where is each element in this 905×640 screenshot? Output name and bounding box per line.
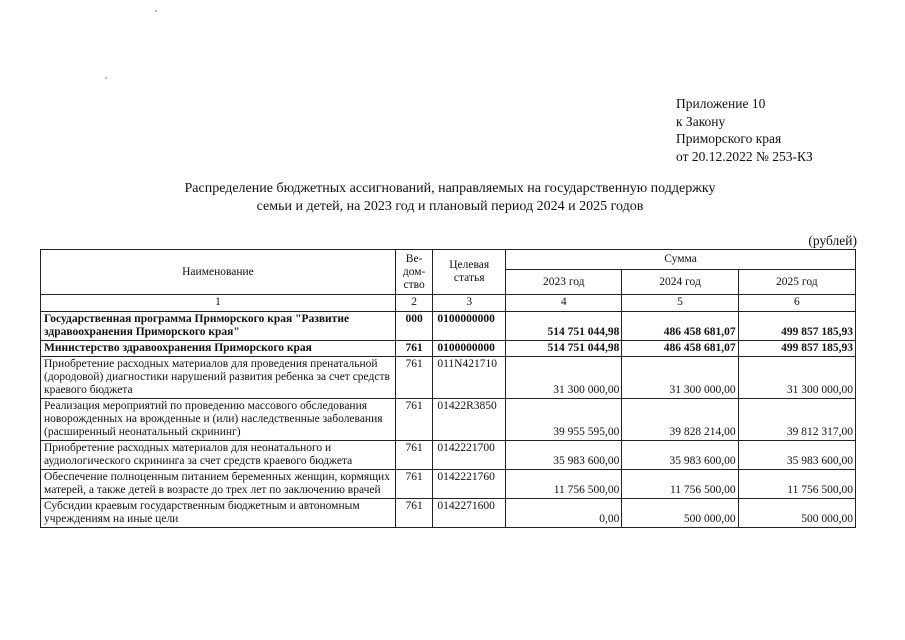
row-amount-2023: 35 983 600,00 (506, 441, 622, 470)
column-number: 5 (622, 295, 738, 312)
table-row (41, 470, 856, 499)
row-amount-2024: 39 828 214,00 (622, 399, 738, 441)
row-amount-2024: 35 983 600,00 (622, 441, 738, 470)
appendix-line: Приложение 10 (676, 96, 766, 111)
row-amount-2023: 0,00 (506, 499, 622, 528)
row-target: 01422R3850 (433, 399, 506, 441)
scan-speck (105, 77, 107, 79)
header-sum: Сумма (506, 250, 856, 270)
row-amount-2023: 39 955 595,00 (506, 399, 622, 441)
table-row (41, 399, 856, 441)
row-target: 0142221700 (433, 441, 506, 470)
row-amount-2024: 500 000,00 (622, 499, 738, 528)
row-amount-2025: 35 983 600,00 (738, 441, 855, 470)
row-ved: 761 (395, 470, 432, 499)
row-amount-2023: 514 751 044,98 (506, 341, 622, 357)
row-ved: 761 (395, 441, 432, 470)
row-amount-2023: 31 300 000,00 (506, 357, 622, 399)
row-name: Субсидии краевым государственным бюджетным и автономным учреждениям на иные цели (41, 499, 396, 528)
header-2025: 2025 год (738, 270, 855, 295)
unit-label: (рублей) (808, 233, 857, 248)
row-amount-2023: 11 756 500,00 (506, 470, 622, 499)
table-row (41, 499, 856, 528)
row-amount-2025: 39 812 317,00 (738, 399, 855, 441)
row-ved: 761 (395, 499, 432, 528)
row-amount-2023: 514 751 044,98 (506, 312, 622, 341)
row-ved: 761 (395, 357, 432, 399)
row-amount-2025: 31 300 000,00 (738, 357, 855, 399)
row-amount-2025: 11 756 500,00 (738, 470, 855, 499)
header-name: Наименование (41, 250, 396, 295)
row-target: 011N421710 (433, 357, 506, 399)
column-number-row (41, 295, 856, 312)
column-number: 4 (506, 295, 622, 312)
row-name: Приобретение расходных материалов для проведения пренатальной (дородовой) диагностики нарушений развития ребенка за счет средств краевого бюджета (41, 357, 396, 399)
scan-speck (155, 10, 157, 12)
row-amount-2024: 11 756 500,00 (622, 470, 738, 499)
row-target: 0100000000 (433, 341, 506, 357)
row-name: Государственная программа Приморского края "Развитие здравоохранения Приморского края" (41, 312, 396, 341)
header-target: Целевая статья (433, 250, 506, 295)
row-target: 0142271600 (433, 499, 506, 528)
row-amount-2024: 486 458 681,07 (622, 312, 738, 341)
title-line: семьи и детей, на 2023 год и плановый период 2024 и 2025 годов (256, 199, 644, 214)
table-row (41, 312, 856, 341)
row-amount-2025: 499 857 185,93 (738, 312, 855, 341)
header-2024: 2024 год (622, 270, 738, 295)
appendix-line: Приморского края (676, 131, 782, 146)
row-amount-2025: 499 857 185,93 (738, 341, 855, 357)
table-row (41, 441, 856, 470)
row-name: Приобретение расходных материалов для неонатального и аудиологического скрининга за счет средств краевого бюджета (41, 441, 396, 470)
row-amount-2024: 486 458 681,07 (622, 341, 738, 357)
row-ved: 761 (395, 399, 432, 441)
title-line: Распределение бюджетных ассигнований, направляемых на государственную поддержку (184, 181, 716, 196)
appendix-line: к Закону (676, 113, 726, 129)
header-2023: 2023 год (506, 270, 622, 295)
document-title (150, 180, 750, 216)
row-ved: 000 (395, 312, 432, 341)
row-target: 0142221760 (433, 470, 506, 499)
row-amount-2025: 500 000,00 (738, 499, 855, 528)
row-name: Министерство здравоохранения Приморского края (41, 341, 396, 357)
column-number: 6 (738, 295, 855, 312)
row-ved: 761 (395, 341, 432, 357)
row-name: Реализация мероприятий по проведению массового обследования новорожденных на врожденные и (или) наследственные заболевания (расширенный неонатальный скрининг) (41, 399, 396, 441)
row-name: Обеспечение полноценным питанием беременных женщин, кормящих матерей, а также детей в возрасте до трех лет по заключению врачей (41, 470, 396, 499)
table-row (41, 357, 856, 399)
table-row (41, 341, 856, 357)
column-number: 3 (433, 295, 506, 312)
appendix-block (676, 95, 813, 165)
appendix-line: от 20.12.2022 № 253-КЗ (676, 148, 813, 164)
budget-table (40, 249, 856, 528)
row-target: 0100000000 (433, 312, 506, 341)
row-amount-2024: 31 300 000,00 (622, 357, 738, 399)
header-ved: Ве- дом- ство (395, 250, 432, 295)
column-number: 2 (395, 295, 432, 312)
column-number: 1 (41, 295, 396, 312)
